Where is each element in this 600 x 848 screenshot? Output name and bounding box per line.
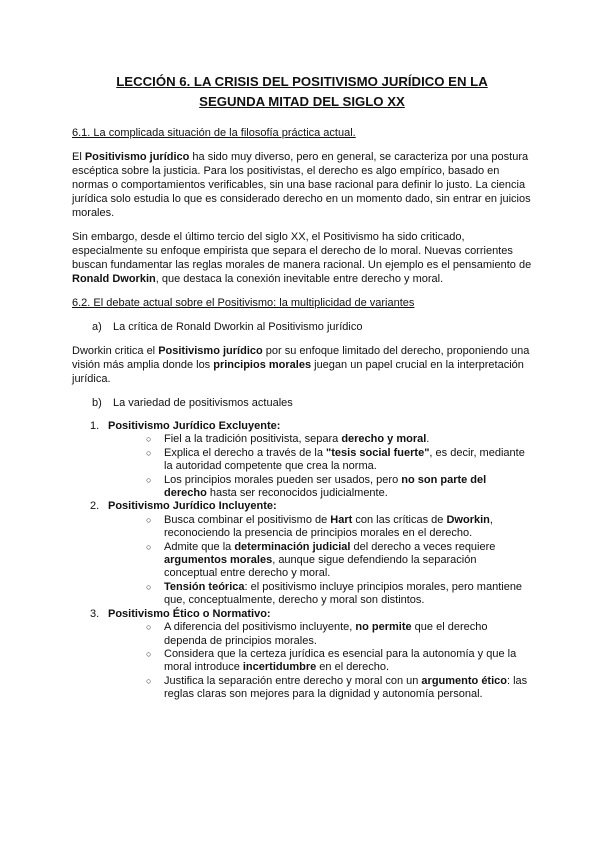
bullet-item: ○ Busca combinar el positivismo de Hart con las críticas de Dworkin, reconociendo la presencia de principios morales en el derecho. xyxy=(146,513,493,540)
subsection-b: b) La variedad de positivismos actuales xyxy=(92,397,293,409)
circle-bullet-icon: ○ xyxy=(146,434,152,445)
paragraph-criticism: Sin embargo, desde el último tercio del siglo XX, el Positivismo ha sido criticado, especialmente su enfoque empirista que separa el derecho de lo moral. Nuevas corrientes buscan fundamentar las reglas morales de manera racional. Un ejemplo es el pensamiento de Ronald Dworkin, que destaca la conexión inevitable entre derecho y moral. xyxy=(72,231,532,285)
list-item: 1. Positivismo Jurídico Excluyente: ○ Fiel a la tradición positivista, separa derecho y moral. ○ Explica el derecho a través de la "tesis social fuerte", es decir, mediante la autoridad competente que crea la norma. ○ Los principios morales pueden ser usados, pero no son parte del derecho hasta ser reconocidos judicialmente. xyxy=(72,420,532,500)
bullet-item: ○ Los principios morales pueden ser usados, pero no son parte del derecho hasta ser reconocidos judicialmente. xyxy=(146,473,487,500)
circle-bullet-icon: ○ xyxy=(146,648,152,659)
paragraph-dworkin: Dworkin critica el Positivismo jurídico por su enfoque limitado del derecho, proponiendo una visión más amplia donde los principios morales juegan un papel crucial en la interpretación jurídica. xyxy=(72,345,530,385)
circle-bullet-icon: ○ xyxy=(146,675,152,686)
bullet-item: ○ Tensión teórica: el positivismo incluye principios morales, pero mantiene que, conceptualmente, derecho y moral son distintos. xyxy=(146,580,523,607)
lesson-title xyxy=(72,72,532,112)
circle-bullet-icon: ○ xyxy=(146,514,152,525)
bullet-item: ○ A diferencia del positivismo incluyente, no permite que el derecho dependa de principios morales. xyxy=(146,621,488,647)
circle-bullet-icon: ○ xyxy=(146,447,152,458)
document-page xyxy=(72,72,532,702)
bullet-item: ○ Explica el derecho a través de la "tesis social fuerte", es decir, mediante la autoridad competente que crea la norma. xyxy=(146,446,525,473)
bullet-item: ○ Admite que la determinación judicial del derecho a veces requiere argumentos morales, aunque sigue defendiendo la separación conceptual entre derecho y moral. xyxy=(146,540,496,580)
paragraph-positivismo: El Positivismo jurídico ha sido muy diverso, pero en general, se caracteriza por una postura escéptica sobre la justicia. Para los positivistas, el derecho es algo empírico, basado en normas o comportamientos verificables, sin una base racional para definir lo justo. La ciencia jurídica solo estudia lo que es considerado derecho en un momento dado, sin entrar en juicios morales. xyxy=(72,151,531,219)
subsection-a: a) La crítica de Ronald Dworkin al Positivismo jurídico xyxy=(92,321,363,333)
list-item: 2. Positivismo Jurídico Incluyente: ○ Busca combinar el positivismo de Hart con las críticas de Dworkin, reconociendo la presencia de principios morales en el derecho. ○ Admite que la determinación judicial del derecho a veces requiere argumentos morales, aunque sigue defendiendo la separación conceptual entre derecho y moral. ○ Tensión teórica: el positivismo incluye principios morales, pero mantiene que, conceptualmente, derecho y moral son distintos. xyxy=(72,500,532,607)
list-item: 3. Positivismo Ético o Normativo: ○ A diferencia del positivismo incluyente, no permite que el derecho dependa de principios morales. ○ Considera que la certeza jurídica es esencial para la autonomía y que la moral introduce incertidumbre en el derecho. ○ Justifica la separación entre derecho y moral con un argumento ético: las reglas claras son mejores para la dignidad y autonomía personal. xyxy=(72,608,532,702)
section-6-1-heading: 6.1. La complicada situación de la filosofía práctica actual. xyxy=(72,127,356,139)
circle-bullet-icon: ○ xyxy=(146,622,152,633)
title-line-1: LECCIÓN 6. LA CRISIS DEL POSITIVISMO JURÍDICO EN LA xyxy=(116,74,488,89)
circle-bullet-icon: ○ xyxy=(146,541,152,552)
circle-bullet-icon: ○ xyxy=(146,474,152,485)
bullet-item: ○ Fiel a la tradición positivista, separa derecho y moral. xyxy=(146,433,430,446)
section-6-2-heading: 6.2. El debate actual sobre el Positivismo: la multiplicidad de variantes xyxy=(72,297,415,309)
bullet-item: ○ Justifica la separación entre derecho y moral con un argumento ético: las reglas claras son mejores para la dignidad y autonomía personal. xyxy=(146,674,528,701)
circle-bullet-icon: ○ xyxy=(146,581,152,592)
positivism-types-list xyxy=(72,420,532,702)
bullet-item: ○ Considera que la certeza jurídica es esencial para la autonomía y que la moral introduce incertidumbre en el derecho. xyxy=(146,647,517,674)
title-line-2: SEGUNDA MITAD DEL SIGLO XX xyxy=(199,94,405,109)
